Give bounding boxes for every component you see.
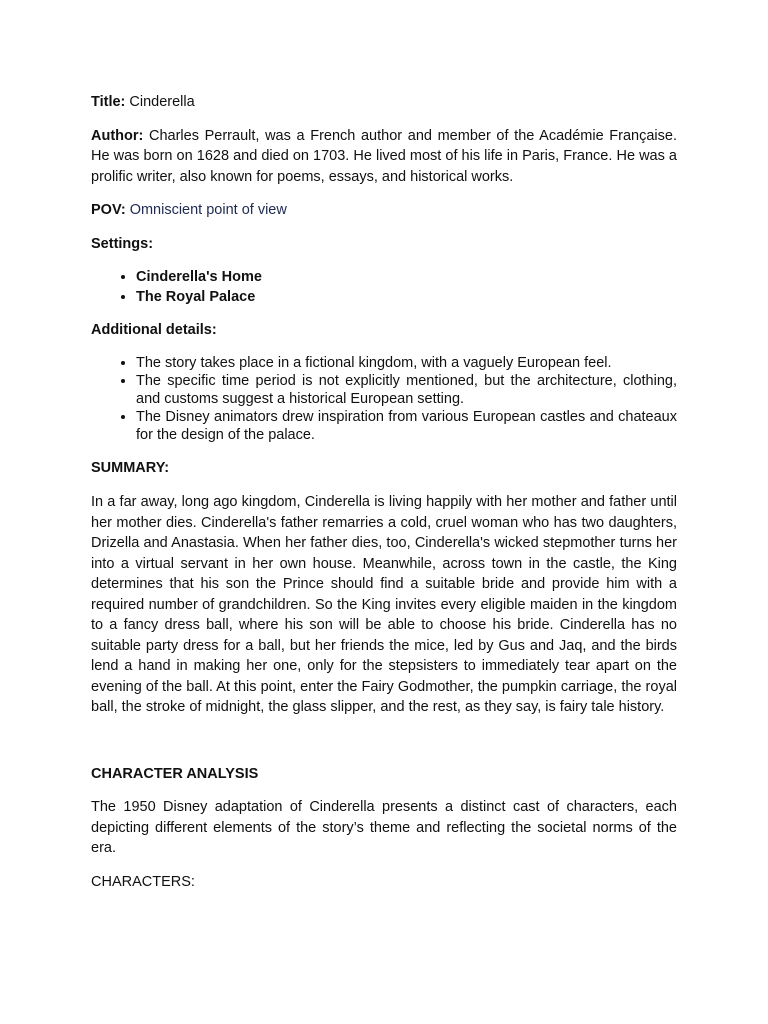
- list-item: • The Royal Palace: [136, 287, 677, 307]
- pov-line: [91, 200, 677, 221]
- settings-list: [91, 267, 677, 307]
- summary-heading: SUMMARY:: [91, 459, 170, 476]
- author-paragraph: [91, 126, 677, 188]
- characters-heading: CHARACTERS:: [91, 873, 195, 890]
- pov-value: Omniscient point of view: [129, 202, 287, 218]
- title-line: [91, 92, 677, 113]
- summary-paragraph: In a far away, long ago kingdom, Cinderella is living happily with her mother and father until her mother dies. Cinderella's father remarries a cold, cruel woman who has two daughters, Drizella and Anastasia. When her father dies, too, Cinderella's wicked stepmother turns her into a virtual servant in her own house. Meanwhile, across town in the castle, the King determines that his son the Prince should find a suitable bride and provide him with a required number of grandchildren. So the King invites every eligible maiden in the kingdom to a fancy dress ball, where his son will be able to choose his bride. Cinderella has no suitable party dress for a ball, but her friends the mice, led by Gus and Jaq, and the birds lend a hand in making her one, only for the stepsisters to immediately tear apart on the evening of the ball. At this point, enter the Fairy Godmother, the pumpkin carriage, the royal ball, the stroke of midnight, the glass slipper, and the rest, as they say, is fairy tale history.: [91, 494, 677, 715]
- pov-label: POV:: [91, 202, 126, 218]
- additional-details-heading: Additional details:: [91, 322, 217, 338]
- list-item: • The story takes place in a fictional kingdom, with a vaguely European feel.: [136, 354, 677, 372]
- additional-details-list: [91, 354, 677, 444]
- settings-heading: Settings:: [91, 235, 154, 252]
- character-analysis-heading: CHARACTER ANALYSIS: [91, 765, 259, 782]
- character-analysis-paragraph: The 1950 Disney adaptation of Cinderella presents a distinct cast of characters, each depicting different elements of the story’s theme and reflecting the societal norms of the era.: [91, 799, 677, 856]
- author-label: Author:: [91, 127, 144, 144]
- title-value: Cinderella: [129, 94, 195, 110]
- list-item: • The specific time period is not explicitly mentioned, but the architecture, clothing, and customs suggest a historical European setting.: [136, 372, 677, 408]
- author-text: Charles Perrault, was a French author and member of the Académie Française. He was born on 1628 and died on 1703. He lived most of his life in Paris, France. He was a prolific writer, also known for poems, essays, and historical works.: [91, 127, 677, 185]
- title-label: Title:: [91, 94, 126, 110]
- list-item: • The Disney animators drew inspiration from various European castles and chateaux for the design of the palace.: [136, 408, 677, 444]
- list-item: • Cinderella's Home: [136, 267, 677, 287]
